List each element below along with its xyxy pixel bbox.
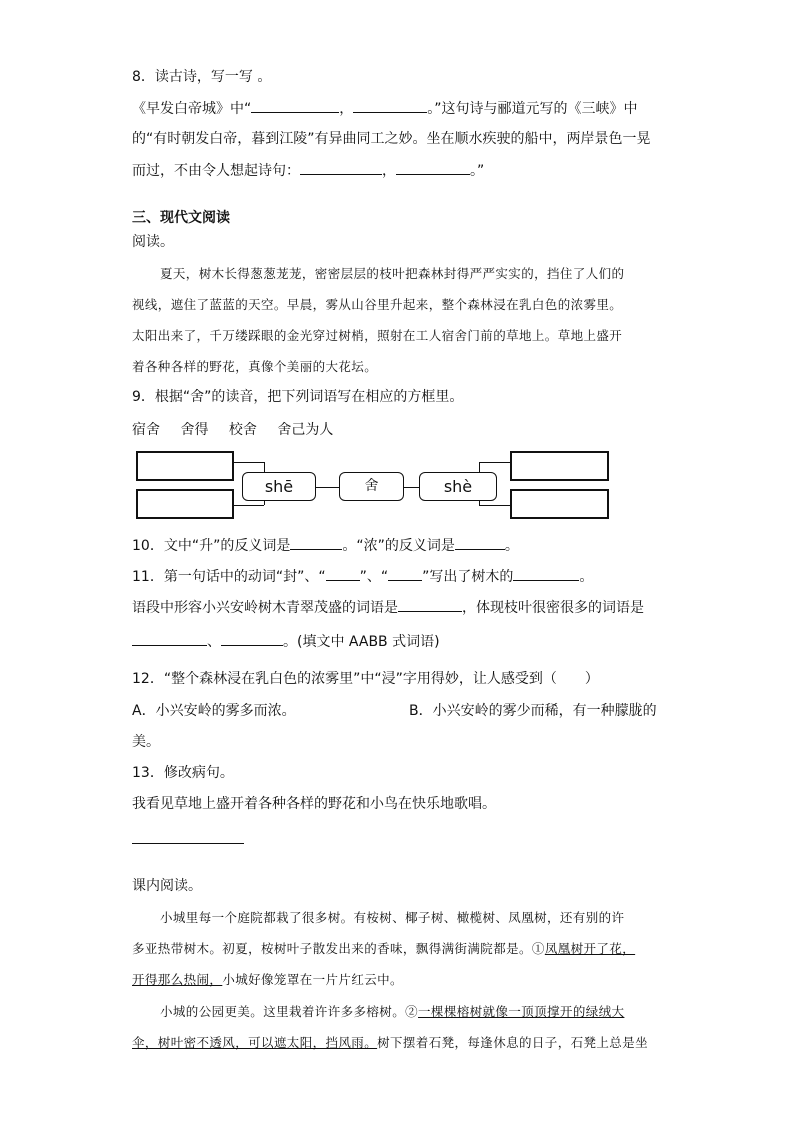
q8-blank-3[interactable]	[300, 161, 382, 175]
q11-blank-2[interactable]	[388, 567, 422, 581]
connector-line	[479, 462, 480, 472]
q11-blank-5[interactable]	[132, 632, 207, 646]
reading2-p1-rest: 小城好像笼罩在一片片红云中。	[222, 972, 403, 987]
reading2-p1-line1: 小城里每一个庭院都栽了很多树。有桉树、椰子树、橄榄树、凤凰树，还有别的许	[160, 910, 625, 925]
reading2-p1-line2	[132, 940, 635, 958]
reading2-p2-line1	[160, 1003, 624, 1021]
underlined-sentence-1: 凤凰树开了花，	[544, 941, 636, 956]
q8-line1-end: ”这句诗与郦道元写的《三峡》中	[434, 101, 638, 117]
q11-part-d: 。	[579, 569, 594, 585]
q10-part-c: 。	[504, 538, 519, 554]
q11-blank-1[interactable]	[326, 567, 360, 581]
sentence-marker-1: ①	[531, 941, 545, 956]
q11-blank-3[interactable]	[513, 567, 579, 581]
section-heading: 三、现代文阅读	[132, 210, 230, 226]
q11-line2-b: ，体现枝叶很密很多的词语是	[462, 600, 644, 616]
passage-line-4: 着各种各样的野花，真像个美丽的大花坛。	[132, 359, 378, 374]
reading2-instruction: 课内阅读。	[132, 878, 202, 894]
connector-line	[316, 487, 339, 488]
q8-period: 。	[427, 101, 435, 117]
answer-box-she4-a[interactable]	[510, 451, 609, 481]
underlined-sentence-2-cont: 伞，树叶密不透风，可以遮太阳，挡风雨。	[132, 1035, 378, 1050]
connector-line	[404, 487, 419, 488]
q9-word: 校舍	[228, 422, 257, 438]
pinyin-she4: shè	[419, 472, 497, 501]
q12-option-a[interactable]: A．小兴安岭的雾多而浓。	[132, 703, 296, 719]
q12-option-b-cont: 美。	[132, 734, 160, 750]
passage-line-2: 视线，遮住了蓝蓝的天空。早晨，雾从山谷里升起来，整个森林浸在乳白色的浓雾里。	[132, 297, 623, 312]
q11-line1	[132, 567, 593, 586]
q8-line3-end: ”	[477, 163, 485, 179]
sentence-marker-2: ②	[405, 1004, 419, 1019]
q8-comma-2: ，	[382, 163, 396, 179]
q11-line2	[132, 598, 644, 617]
q11-blank-6[interactable]	[221, 632, 283, 646]
connector-line	[234, 505, 264, 506]
q11-line3	[132, 632, 440, 651]
q11-line2-a: 语段中形容小兴安岭树木青翠茂盛的词语是	[132, 600, 398, 616]
q8-comma: ，	[339, 101, 354, 117]
q11-part-c: ”写出了树木的	[422, 569, 514, 585]
q10-blank-1[interactable]	[290, 536, 342, 550]
q12-title: 12．“整个森林浸在乳白色的浓雾里”中“浸”字用得妙，让人感受到（ ）	[132, 671, 599, 687]
reading2-p2-line2	[132, 1034, 648, 1052]
q8-line3-start: 而过，不由令人想起诗句：	[132, 163, 300, 179]
center-character: 舍	[339, 472, 404, 501]
q8-line3	[132, 161, 484, 180]
reading2-p2-rest: 树下摆着石凳，每逢休息的日子，石凳上总是坐	[377, 1035, 649, 1050]
q8-line2: 的“有时朝发白帝，暮到江陵”有异曲同工之妙。坐在顺水疾驶的船中，两岸景色一晃	[132, 131, 651, 147]
q10	[132, 536, 519, 555]
connector-line	[264, 462, 265, 472]
passage-line-1: 夏天，树木长得葱葱茏茏，密密层层的枝叶把森林封得严严实实的，挡住了人们的	[160, 266, 625, 281]
q9-word: 舍己为人	[277, 422, 334, 438]
reading2-p1-text: 多亚热带树木。初夏，桉树叶子散发出来的香味，飘得满街满院都是。	[132, 941, 532, 956]
q10-part-a: 10．文中“升”的反义词是	[132, 538, 291, 554]
connector-line	[479, 462, 510, 463]
answer-line[interactable]	[132, 843, 244, 844]
q11-sep: 、	[207, 634, 221, 650]
q13-sentence: 我看见草地上盛开着各种各样的野花和小鸟在快乐地歌唱。	[132, 796, 496, 812]
answer-box-she1-a[interactable]	[136, 451, 234, 481]
q10-blank-2[interactable]	[455, 536, 505, 550]
q11-note: 。(填文中 AABB 式词语)	[283, 634, 440, 650]
q9-word-list	[132, 421, 333, 439]
q9-word: 宿舍	[132, 422, 160, 438]
q8-blank-1[interactable]	[251, 99, 339, 113]
q13-title: 13．修改病句。	[132, 765, 234, 781]
underlined-sentence-2: 一棵棵榕树就像一顶顶撑开的绿绒大	[418, 1004, 625, 1019]
q11-part-b: ”、“	[359, 569, 389, 585]
q8-period-2: 。	[470, 163, 477, 179]
q8-blank-2[interactable]	[353, 99, 427, 113]
q12-option-b[interactable]: B．小兴安岭的雾少而稀，有一种朦胧的	[409, 703, 657, 719]
connector-line	[234, 462, 264, 463]
answer-box-she4-b[interactable]	[510, 489, 609, 519]
connector-line	[479, 505, 510, 506]
answer-box-she1-b[interactable]	[136, 489, 234, 519]
q8-title: 8．读古诗，写一写 。	[132, 69, 272, 85]
q8-line1-start: 《早发白帝城》中“	[132, 101, 252, 117]
reading2-p2-text: 小城的公园更美。这里栽着许许多多榕树。	[160, 1004, 406, 1019]
q11-blank-4[interactable]	[398, 598, 462, 612]
reading-instruction: 阅读。	[132, 234, 174, 250]
q9-title: 9．根据“舍”的读音，把下列词语写在相应的方框里。	[132, 389, 464, 405]
underlined-sentence-1-cont: 开得那么热闹，	[132, 972, 223, 987]
pinyin-she1: shē	[242, 472, 316, 501]
q9-word: 舍得	[180, 422, 209, 438]
reading2-p1-line3	[132, 971, 403, 989]
q10-part-b: 。“浓”的反义词是	[342, 538, 455, 554]
passage-line-3: 太阳出来了，千万缕踩眼的金光穿过树梢，照射在工人宿舍门前的草地上。草地上盛开	[132, 328, 623, 343]
q8-line1	[132, 99, 638, 118]
q11-part-a: 11．第一句话中的动词“封”、“	[132, 569, 326, 585]
q8-blank-4[interactable]	[396, 161, 470, 175]
